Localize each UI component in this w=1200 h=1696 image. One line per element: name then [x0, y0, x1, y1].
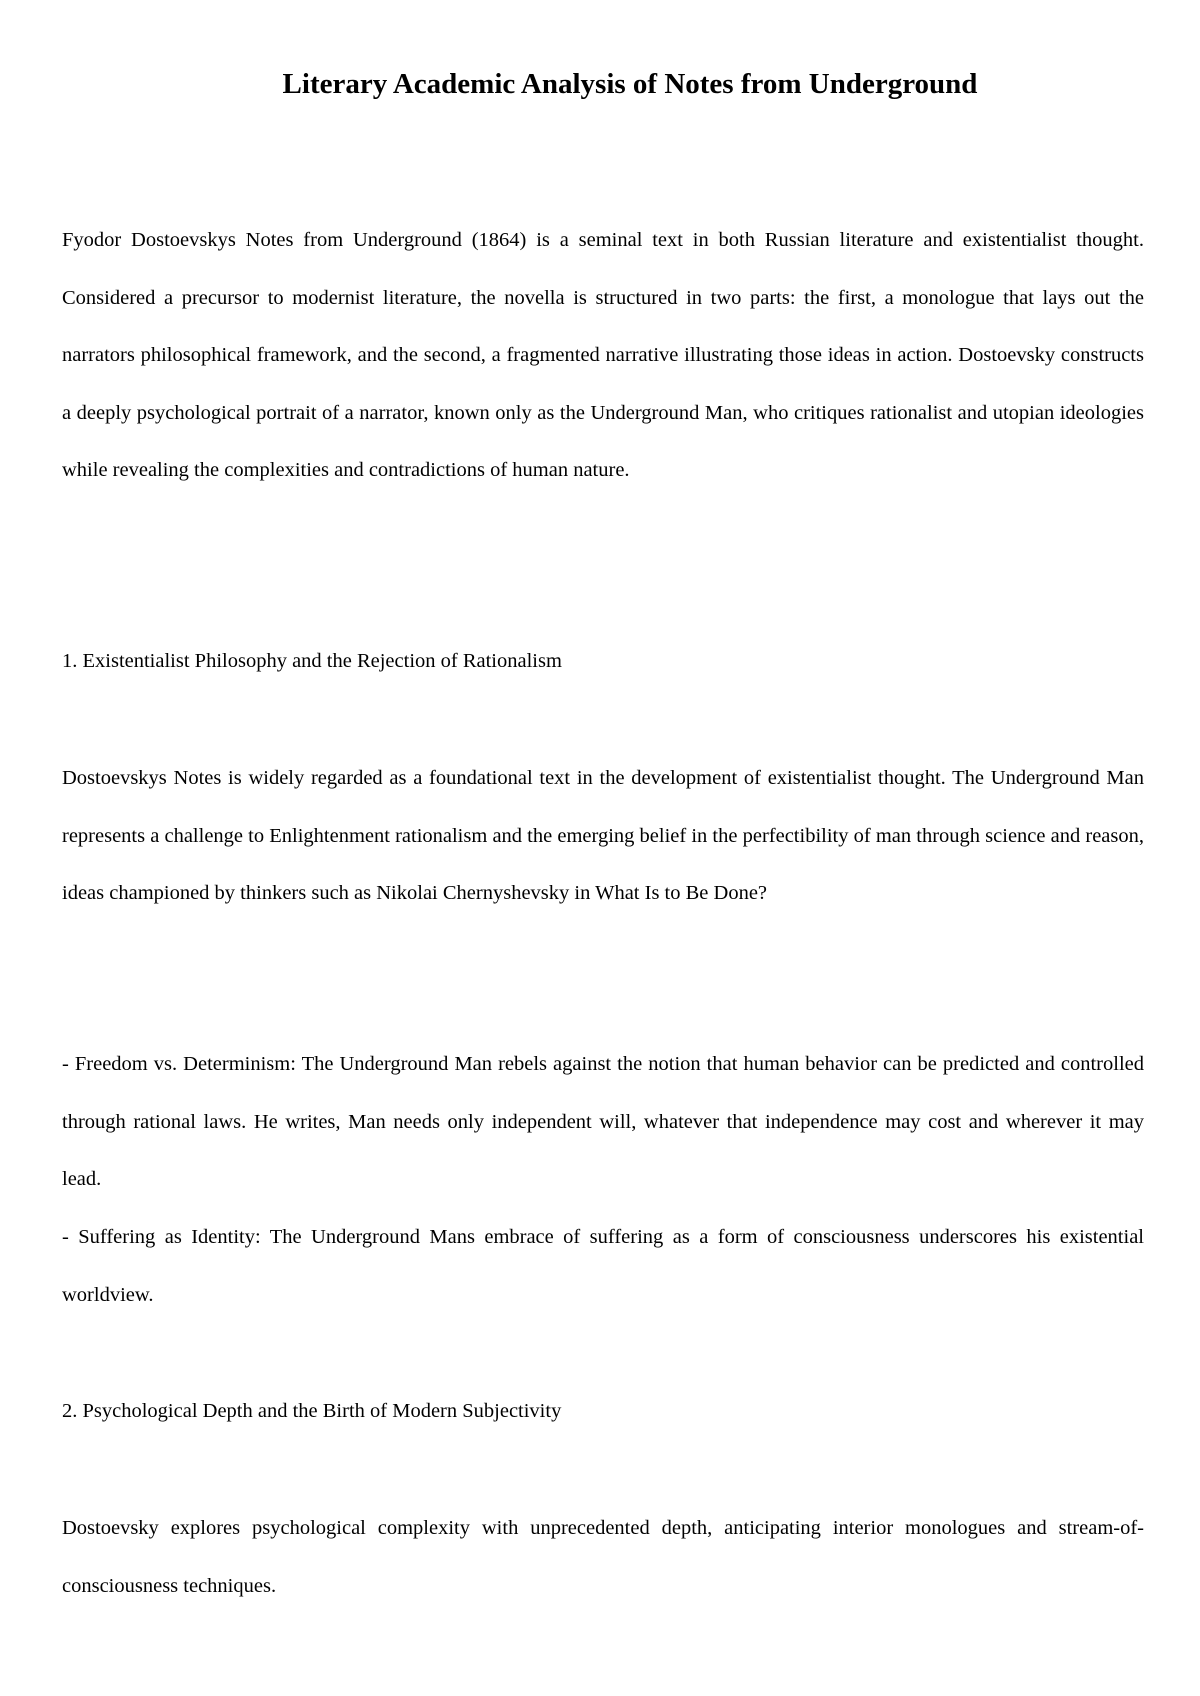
section-heading-1: 1. Existentialist Philosophy and the Rejection of Rationalism	[62, 650, 562, 672]
bullet-suffering-as-identity: - Suffering as Identity: The Underground Mans embrace of suffering as a form of consciousness underscores his existential worldview.	[62, 1226, 1144, 1306]
section-2-paragraph: Dostoevsky explores psychological complexity with unprecedented depth, anticipating interior monologues and stream-of-consciousness techniques.	[62, 1517, 1144, 1597]
intro-paragraph: Fyodor Dostoevskys Notes from Underground (1864) is a seminal text in both Russian literature and existentialist thought. Considered a precursor to modernist literature, the novella is structured in two parts: the first, a monologue that lays out the narrators philosophical framework, and the second, a fragmented narrative illustrating those ideas in action. Dostoevsky constructs a deeply psychological portrait of a narrator, known only as the Underground Man, who critiques rationalist and utopian ideologies while revealing the complexities and contradictions of human nature.	[62, 229, 1144, 481]
section-1-paragraph: Dostoevskys Notes is widely regarded as a foundational text in the development of existentialist thought. The Underground Man represents a challenge to Enlightenment rationalism and the emerging belief in the perfectibility of man through science and reason, ideas championed by thinkers such as Nikolai Chernyshevsky in What Is to Be Done?	[62, 767, 1144, 904]
document-title: Literary Academic Analysis of Notes from Underground	[282, 68, 978, 100]
bullet-freedom-vs-determinism: - Freedom vs. Determinism: The Underground Man rebels against the notion that human behavior can be predicted and controlled through rational laws. He writes, Man needs only independent will, whatever that independence may cost and wherever it may lead.	[62, 1053, 1144, 1190]
section-heading-2: 2. Psychological Depth and the Birth of Modern Subjectivity	[62, 1400, 562, 1422]
